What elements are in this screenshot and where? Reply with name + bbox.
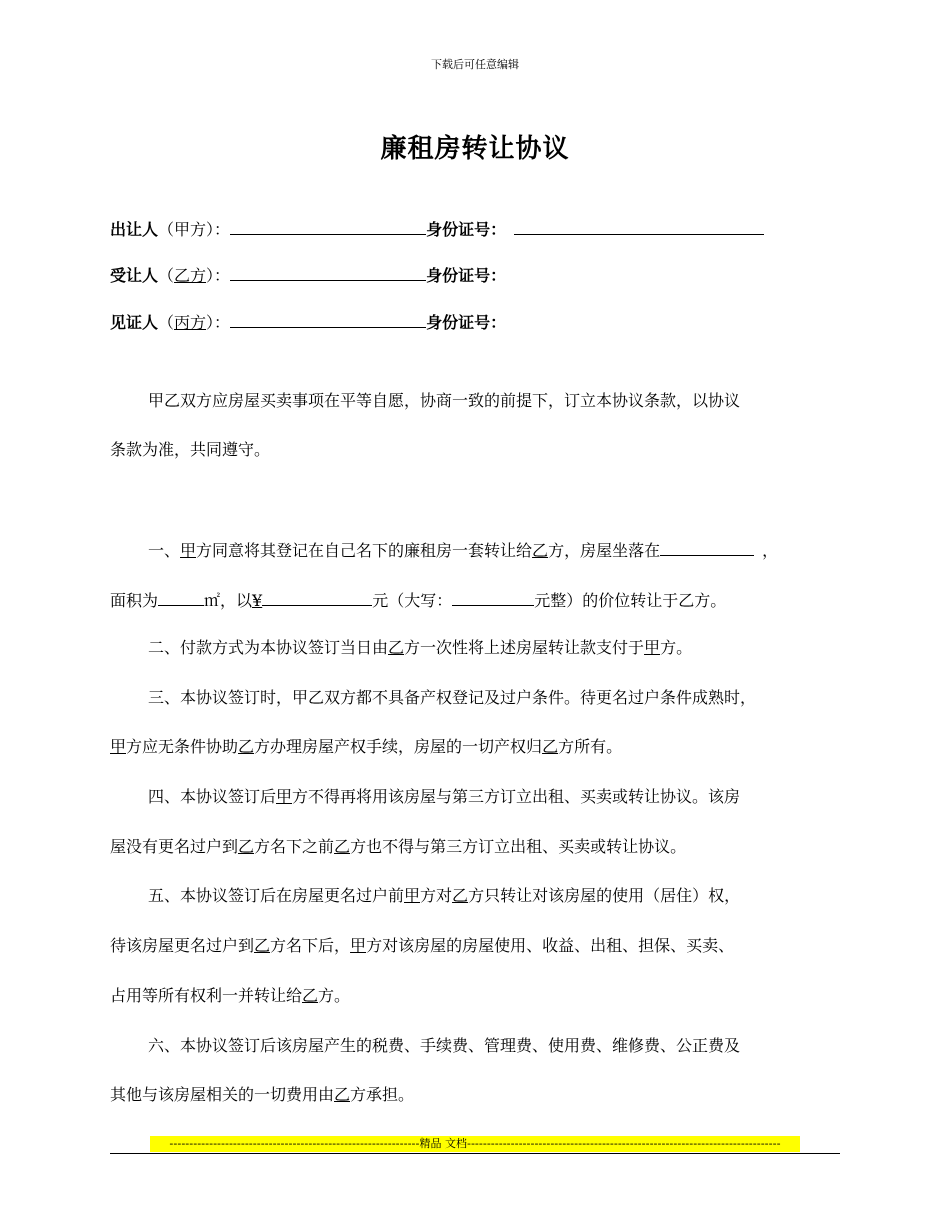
party-ref: 甲 <box>276 787 293 806</box>
footer-banner <box>150 1136 800 1152</box>
paren-open: （ <box>158 220 175 239</box>
clause-text: ㎡，以 <box>204 591 253 610</box>
clause-text: 元整）的价位转让于乙方。 <box>534 591 727 610</box>
paren-close: ）： <box>206 220 231 239</box>
id-number-blank <box>514 216 764 235</box>
clause-number: 一、 <box>148 541 181 560</box>
clause-5-line-2 <box>110 934 734 958</box>
clause-6-line-2 <box>110 1083 414 1107</box>
clause-text: 方只转让对该房屋的使用（居住）权， <box>468 886 741 905</box>
party-designation: 丙方 <box>174 313 207 332</box>
paren-close: ）： <box>206 266 231 285</box>
id-number-label: 身份证号： <box>426 220 507 239</box>
clause-text: 方。 <box>318 986 351 1005</box>
party-ref: 乙 <box>542 737 559 756</box>
clause-text: 方应无条件协助 <box>126 737 239 756</box>
clause-4-line-1 <box>148 785 740 809</box>
party-ref: 甲 <box>644 638 661 657</box>
clause-6-line-1: 六、本协议签订后该房屋产生的税费、手续费、管理费、使用费、维修费、公正费及 <box>148 1036 741 1055</box>
clause-4-line-2 <box>110 835 686 859</box>
clause-text: 占用等所有权利一并转让给 <box>110 986 303 1005</box>
name-blank <box>230 262 426 281</box>
paren-close: ）： <box>206 313 231 332</box>
clause-3-line-2 <box>110 735 622 759</box>
party-ref: 乙 <box>388 638 405 657</box>
party-ref: 乙 <box>532 541 549 560</box>
name-blank <box>230 309 426 328</box>
party-ref: 甲 <box>350 936 367 955</box>
clause-text: 方也不得与第三方订立出租、买卖或转让协议。 <box>350 837 687 856</box>
clause-text: 方办理房屋产权手续，房屋的一切产权归 <box>254 737 543 756</box>
clause-1-line-2 <box>110 587 726 613</box>
clause-text: 四、本协议签订后 <box>148 787 277 806</box>
clause-text: 其他与该房屋相关的一切费用由 <box>110 1085 335 1104</box>
location-blank <box>660 537 754 556</box>
party-ref: 乙 <box>238 737 255 756</box>
clause-text: 方，房屋坐落在 <box>548 541 661 560</box>
party-ref: 乙 <box>334 1085 351 1104</box>
party-ref: 乙 <box>238 837 255 856</box>
header-note: 下载后可任意编辑 <box>431 58 519 71</box>
party-line-transferor <box>110 216 764 240</box>
clause-text: 方。 <box>660 638 693 657</box>
clause-text: 方对 <box>420 886 453 905</box>
currency-symbol: ¥ <box>252 591 263 610</box>
id-number-label: 身份证号： <box>426 313 507 332</box>
footer-rule <box>110 1153 840 1154</box>
clause-text: 方对该房屋的房屋使用、收益、出租、担保、买卖、 <box>366 936 735 955</box>
party-line-witness <box>110 309 506 333</box>
clause-text: 方一次性将上述房屋转让款支付于 <box>404 638 645 657</box>
party-ref: 甲 <box>180 541 197 560</box>
party-designation: 甲方 <box>174 220 207 239</box>
intro-line-2: 条款为准，共同遵守。 <box>110 440 271 459</box>
clause-2 <box>148 636 692 660</box>
clause-1-line-1 <box>148 537 778 563</box>
clause-text: ， <box>762 541 779 560</box>
clause-text: 待该房屋更名过户到 <box>110 936 255 955</box>
id-number-label: 身份证号： <box>426 266 507 285</box>
party-line-transferee <box>110 262 506 286</box>
party-role: 出让人 <box>110 220 159 239</box>
clause-text: 方所有。 <box>558 737 623 756</box>
party-ref: 乙 <box>302 986 319 1005</box>
clause-text: 二、付款方式为本协议签订当日由 <box>148 638 389 657</box>
party-ref: 乙 <box>452 886 469 905</box>
party-ref: 甲 <box>110 737 127 756</box>
footer-dashes-left: --------------------------------------------------------------- <box>169 1137 420 1150</box>
clause-text: 面积为 <box>110 591 159 610</box>
paren-open: （ <box>158 266 175 285</box>
clause-text: 方不得再将用该房屋与第三方订立出租、买卖或转让协议。该房 <box>292 787 741 806</box>
clause-text: 方同意将其登记在自己名下的廉租房一套转让给 <box>196 541 533 560</box>
clause-5-line-1 <box>148 884 740 908</box>
clause-text: 方名下后， <box>270 936 351 955</box>
clause-text: 方名下之前 <box>254 837 335 856</box>
paren-open: （ <box>158 313 175 332</box>
clause-text: 屋没有更名过户到 <box>110 837 239 856</box>
clause-text: 方承担。 <box>350 1085 415 1104</box>
party-role: 见证人 <box>110 313 159 332</box>
party-designation: 乙方 <box>174 266 207 285</box>
footer-dashes-right: ------------------------------------------------------------------------------- <box>466 1137 781 1150</box>
price-words-blank <box>452 587 534 606</box>
clause-3-line-1: 三、本协议签订时，甲乙双方都不具备产权登记及过户条件。待更名过户条件成熟时， <box>148 688 757 707</box>
price-blank <box>262 587 372 606</box>
clause-5-line-3 <box>110 984 350 1008</box>
clause-text: 元（大写： <box>372 591 453 610</box>
area-blank <box>158 587 204 606</box>
party-ref: 乙 <box>254 936 271 955</box>
document-title: 廉租房转让协议 <box>380 134 570 164</box>
party-ref: 乙 <box>334 837 351 856</box>
footer-text: 精品 文档 <box>419 1137 467 1150</box>
intro-line-1: 甲乙双方应房屋买卖事项在平等自愿，协商一致的前提下，订立本协议条款，以协议 <box>148 391 741 410</box>
party-role: 受让人 <box>110 266 159 285</box>
name-blank <box>230 216 426 235</box>
party-ref: 甲 <box>404 886 421 905</box>
clause-text: 五、本协议签订后在房屋更名过户前 <box>148 886 405 905</box>
